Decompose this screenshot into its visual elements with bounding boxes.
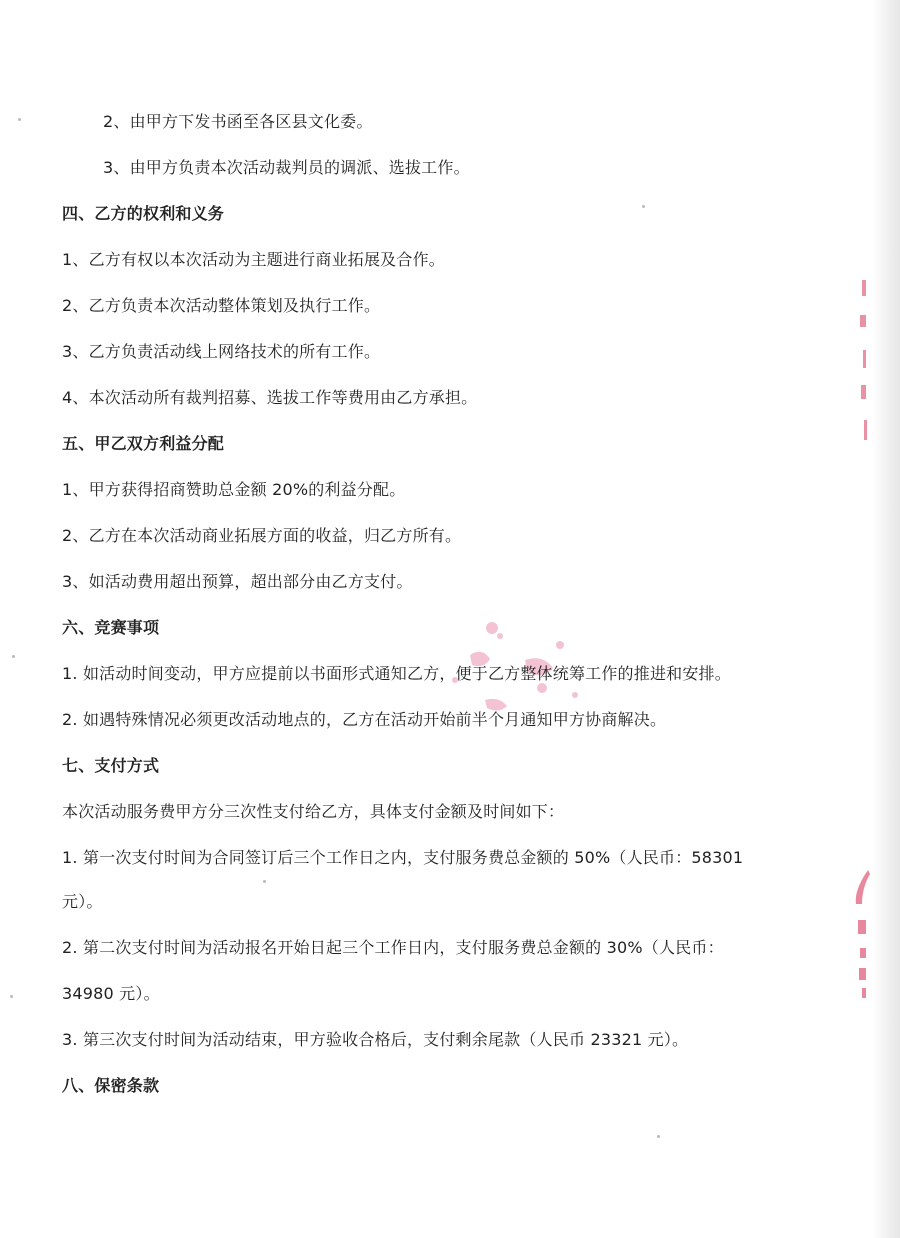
- clause-line: 1. 如活动时间变动，甲方应提前以书面形式通知乙方，便于乙方整体统筹工作的推进和安排。: [62, 664, 731, 683]
- clause-line: 2. 第二次支付时间为活动报名开始日起三个工作日内，支付服务费总金额的 30%（人民币：: [62, 938, 724, 957]
- clause-line: 4、本次活动所有裁判招募、选拔工作等费用由乙方承担。: [62, 388, 478, 407]
- clause-line: 3、乙方负责活动线上网络技术的所有工作。: [62, 342, 381, 361]
- clause-line: 2、由甲方下发书函至各区县文化委。: [103, 112, 373, 131]
- clause-line: 元）。: [62, 892, 103, 911]
- section-heading: 四、乙方的权利和义务: [62, 204, 225, 223]
- paper-speck: [10, 995, 13, 998]
- clause-line: 2. 如遇特殊情况必须更改活动地点的，乙方在活动开始前半个月通知甲方协商解决。: [62, 710, 667, 729]
- clause-line: 2、乙方负责本次活动整体策划及执行工作。: [62, 296, 381, 315]
- paper-speck: [657, 1135, 660, 1138]
- paper-speck: [12, 655, 15, 658]
- clause-line: 3、由甲方负责本次活动裁判员的调派、选拔工作。: [103, 158, 470, 177]
- section-heading: 六、竞赛事项: [62, 618, 160, 637]
- paper-speck: [642, 205, 645, 208]
- clause-line: 34980 元）。: [62, 984, 160, 1003]
- section-heading: 七、支付方式: [62, 756, 160, 775]
- clause-line: 3. 第三次支付时间为活动结束，甲方验收合格后，支付剩余尾款（人民币 23321 元）。: [62, 1030, 689, 1049]
- clause-line: 3、如活动费用超出预算，超出部分由乙方支付。: [62, 572, 413, 591]
- clause-line: 1、乙方有权以本次活动为主题进行商业拓展及合作。: [62, 250, 445, 269]
- clause-line: 1、甲方获得招商赞助总金额 20%的利益分配。: [62, 480, 406, 499]
- clause-line: 本次活动服务费甲方分三次性支付给乙方，具体支付金额及时间如下：: [62, 802, 565, 821]
- seal-edge-top: [852, 270, 874, 460]
- page-edge-shadow: [872, 0, 900, 1238]
- section-heading: 五、甲乙双方利益分配: [62, 434, 225, 453]
- paper-speck: [263, 880, 266, 883]
- paper-speck: [18, 118, 21, 121]
- seal-edge-bottom: [846, 870, 872, 1005]
- section-heading: 八、保密条款: [62, 1076, 160, 1095]
- clause-line: 2、乙方在本次活动商业拓展方面的收益，归乙方所有。: [62, 526, 462, 545]
- clause-line: 1. 第一次支付时间为合同签订后三个工作日之内，支付服务费总金额的 50%（人民币：58301: [62, 848, 744, 867]
